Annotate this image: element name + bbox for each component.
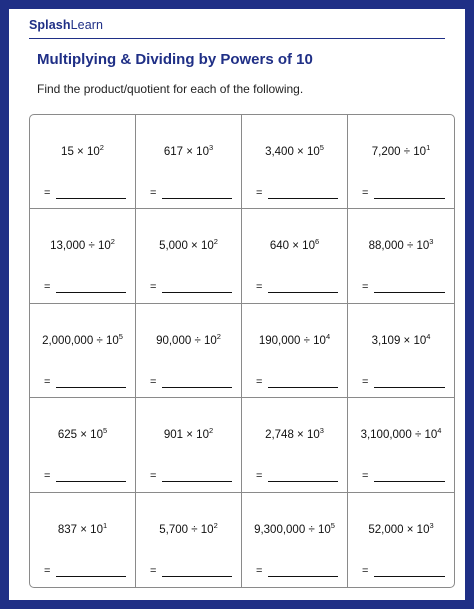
answer-equals: =	[256, 564, 263, 577]
problem-expression	[348, 331, 454, 347]
header-divider	[29, 38, 445, 39]
answer-blank[interactable]	[56, 576, 126, 577]
problem-cell	[136, 209, 242, 303]
answer-equals: =	[362, 375, 369, 388]
exponent: 1	[426, 143, 431, 152]
power-base: 10	[200, 523, 214, 536]
problem-expression	[242, 426, 347, 442]
exponent: 2	[216, 331, 221, 341]
answer-equals: =	[150, 281, 157, 294]
exponent: 2	[213, 237, 218, 247]
problem-base: 625	[57, 429, 78, 442]
answer-blank[interactable]	[268, 387, 338, 388]
answer-blank[interactable]	[268, 292, 338, 293]
problem-cell	[30, 115, 136, 209]
problem-operator: ×	[297, 429, 304, 442]
power-base: 10	[413, 334, 427, 347]
answer-equals: =	[150, 375, 157, 388]
problem-expression	[348, 237, 454, 253]
problem-expression	[136, 520, 241, 536]
answer-blank[interactable]	[162, 481, 232, 482]
problem-base: 2,000,000	[42, 334, 94, 347]
answer-equals: =	[362, 281, 369, 294]
power-base: 10	[86, 146, 100, 158]
exponent: 4	[426, 331, 431, 341]
answer-equals: =	[150, 187, 157, 199]
problem-cell	[242, 398, 348, 492]
problem-operator: ×	[186, 146, 193, 158]
problem-cell	[30, 493, 136, 587]
power-base: 10	[196, 146, 209, 158]
power-base: 10	[302, 240, 315, 253]
answer-equals: =	[44, 281, 51, 294]
answer-equals: =	[256, 470, 263, 483]
exponent: 2	[208, 426, 214, 436]
problem-base: 3,400	[265, 146, 294, 158]
answer-blank[interactable]	[374, 292, 445, 293]
exponent: 3	[319, 426, 324, 436]
problem-base: 3,109	[371, 334, 401, 347]
problem-base: 2,748	[265, 429, 294, 442]
problem-base: 90,000	[156, 334, 192, 347]
problem-cell	[242, 493, 348, 587]
answer-equals: =	[256, 187, 263, 199]
problem-operator: ×	[292, 240, 299, 253]
power-base: 10	[90, 429, 103, 442]
exponent: 5	[118, 331, 123, 341]
answer-equals: =	[44, 375, 51, 388]
power-base: 10	[306, 146, 320, 158]
problem-cell	[136, 115, 242, 209]
answer-equals: =	[150, 564, 157, 577]
problem-cell	[242, 209, 348, 303]
power-base: 10	[90, 523, 103, 536]
answer-blank[interactable]	[56, 198, 126, 199]
answer-equals: =	[256, 375, 263, 388]
problem-operator: ÷	[406, 240, 414, 253]
problem-cell	[242, 304, 348, 398]
brand-logo	[29, 18, 103, 32]
problem-expression	[136, 237, 241, 253]
exponent: 6	[314, 237, 320, 247]
problem-operator: ÷	[414, 429, 422, 442]
answer-equals: =	[362, 187, 369, 199]
problem-cell	[136, 493, 242, 587]
power-base: 10	[306, 429, 320, 442]
power-base: 10	[416, 523, 430, 536]
answer-blank[interactable]	[268, 576, 338, 577]
problem-expression	[136, 143, 241, 158]
problem-cell	[30, 304, 136, 398]
problem-operator: ×	[191, 240, 198, 253]
problem-base: 3,100,000	[360, 429, 412, 442]
problem-expression	[242, 143, 347, 158]
problem-base: 9,300,000	[254, 523, 306, 536]
problem-operator: ×	[406, 523, 414, 536]
answer-equals: =	[44, 470, 51, 483]
answer-blank[interactable]	[56, 481, 126, 482]
problem-cell	[136, 398, 242, 492]
power-base: 10	[424, 429, 438, 442]
problem-base: 190,000	[258, 334, 301, 347]
problem-operator: ×	[77, 146, 84, 158]
problem-expression	[30, 520, 135, 536]
answer-blank[interactable]	[162, 292, 232, 293]
problem-expression	[348, 426, 454, 442]
problem-base: 13,000	[50, 240, 86, 253]
problem-operator: ×	[186, 429, 193, 442]
power-base: 10	[196, 429, 209, 442]
problem-operator: ÷	[88, 240, 95, 253]
problem-base: 88,000	[368, 240, 404, 253]
answer-equals: =	[362, 470, 369, 483]
problem-operator: ×	[403, 334, 411, 347]
instructions-text: Find the product/quotient for each of the following.	[37, 82, 304, 96]
answer-blank[interactable]	[56, 387, 126, 388]
power-base: 10	[105, 334, 119, 347]
problem-cell	[348, 209, 454, 303]
answer-blank[interactable]	[374, 387, 445, 388]
problem-expression	[242, 331, 347, 347]
problem-base: 52,000	[368, 523, 404, 536]
answer-blank[interactable]	[374, 481, 445, 482]
problem-expression	[242, 237, 347, 253]
problem-expression	[348, 143, 454, 158]
problem-base: 5,000	[159, 240, 188, 253]
answer-equals: =	[362, 564, 369, 577]
problem-base: 837	[57, 523, 78, 536]
problem-expression	[136, 331, 241, 347]
answer-blank[interactable]	[162, 576, 232, 577]
power-base: 10	[200, 240, 214, 253]
problem-expression	[136, 426, 241, 442]
exponent: 4	[437, 426, 442, 436]
exponent: 1	[102, 520, 108, 530]
exponent: 5	[330, 520, 335, 530]
exponent: 2	[110, 237, 115, 247]
exponent: 3	[429, 520, 434, 530]
exponent: 3	[429, 237, 434, 247]
answer-blank[interactable]	[162, 198, 232, 199]
answer-blank[interactable]	[374, 576, 445, 577]
exponent: 2	[99, 143, 104, 152]
problem-operator: ÷	[303, 334, 310, 347]
problem-grid	[29, 114, 455, 588]
exponent: 5	[102, 426, 108, 436]
worksheet-title: Multiplying & Dividing by Powers of 10	[37, 51, 313, 68]
problem-base: 640	[269, 240, 290, 253]
problem-cell	[348, 398, 454, 492]
problem-cell	[348, 493, 454, 587]
answer-blank[interactable]	[56, 292, 126, 293]
problem-expression	[30, 426, 135, 442]
problem-operator: ×	[80, 429, 87, 442]
problem-cell	[348, 304, 454, 398]
exponent: 5	[319, 143, 324, 152]
exponent: 2	[213, 520, 218, 530]
problem-cell	[30, 209, 136, 303]
answer-equals: =	[44, 187, 51, 199]
problem-cell	[136, 304, 242, 398]
power-base: 10	[413, 146, 427, 158]
power-base: 10	[97, 240, 111, 253]
problem-base: 617	[163, 146, 184, 158]
problem-base: 15	[61, 146, 74, 158]
problem-operator: ÷	[403, 146, 411, 158]
problem-cell	[348, 115, 454, 209]
problem-expression	[30, 331, 135, 347]
brand-logo-light: Learn	[70, 18, 104, 32]
problem-expression	[242, 520, 347, 536]
power-base: 10	[317, 523, 331, 536]
answer-blank[interactable]	[268, 481, 338, 482]
problem-operator: ×	[297, 146, 304, 158]
power-base: 10	[416, 240, 430, 253]
brand-logo-bold: Splash	[29, 18, 71, 32]
exponent: 4	[325, 331, 331, 341]
problem-expression	[30, 237, 135, 253]
answer-equals: =	[150, 470, 157, 483]
answer-equals: =	[256, 281, 263, 294]
power-base: 10	[203, 334, 217, 347]
problem-operator: ÷	[96, 334, 103, 347]
problem-base: 7,200	[371, 146, 401, 158]
problem-cell	[242, 115, 348, 209]
problem-operator: ÷	[194, 334, 201, 347]
problem-operator: ÷	[308, 523, 315, 536]
answer-blank[interactable]	[268, 198, 338, 199]
problem-base: 5,700	[159, 523, 189, 536]
answer-blank[interactable]	[374, 198, 445, 199]
problem-operator: ÷	[191, 523, 198, 536]
exponent: 3	[208, 143, 214, 152]
worksheet-page	[9, 9, 465, 600]
answer-blank[interactable]	[162, 387, 232, 388]
answer-equals: =	[44, 564, 51, 577]
problem-base: 901	[163, 429, 184, 442]
problem-expression	[30, 143, 135, 158]
problem-cell	[30, 398, 136, 492]
problem-expression	[348, 520, 454, 536]
power-base: 10	[313, 334, 326, 347]
problem-operator: ×	[80, 523, 87, 536]
